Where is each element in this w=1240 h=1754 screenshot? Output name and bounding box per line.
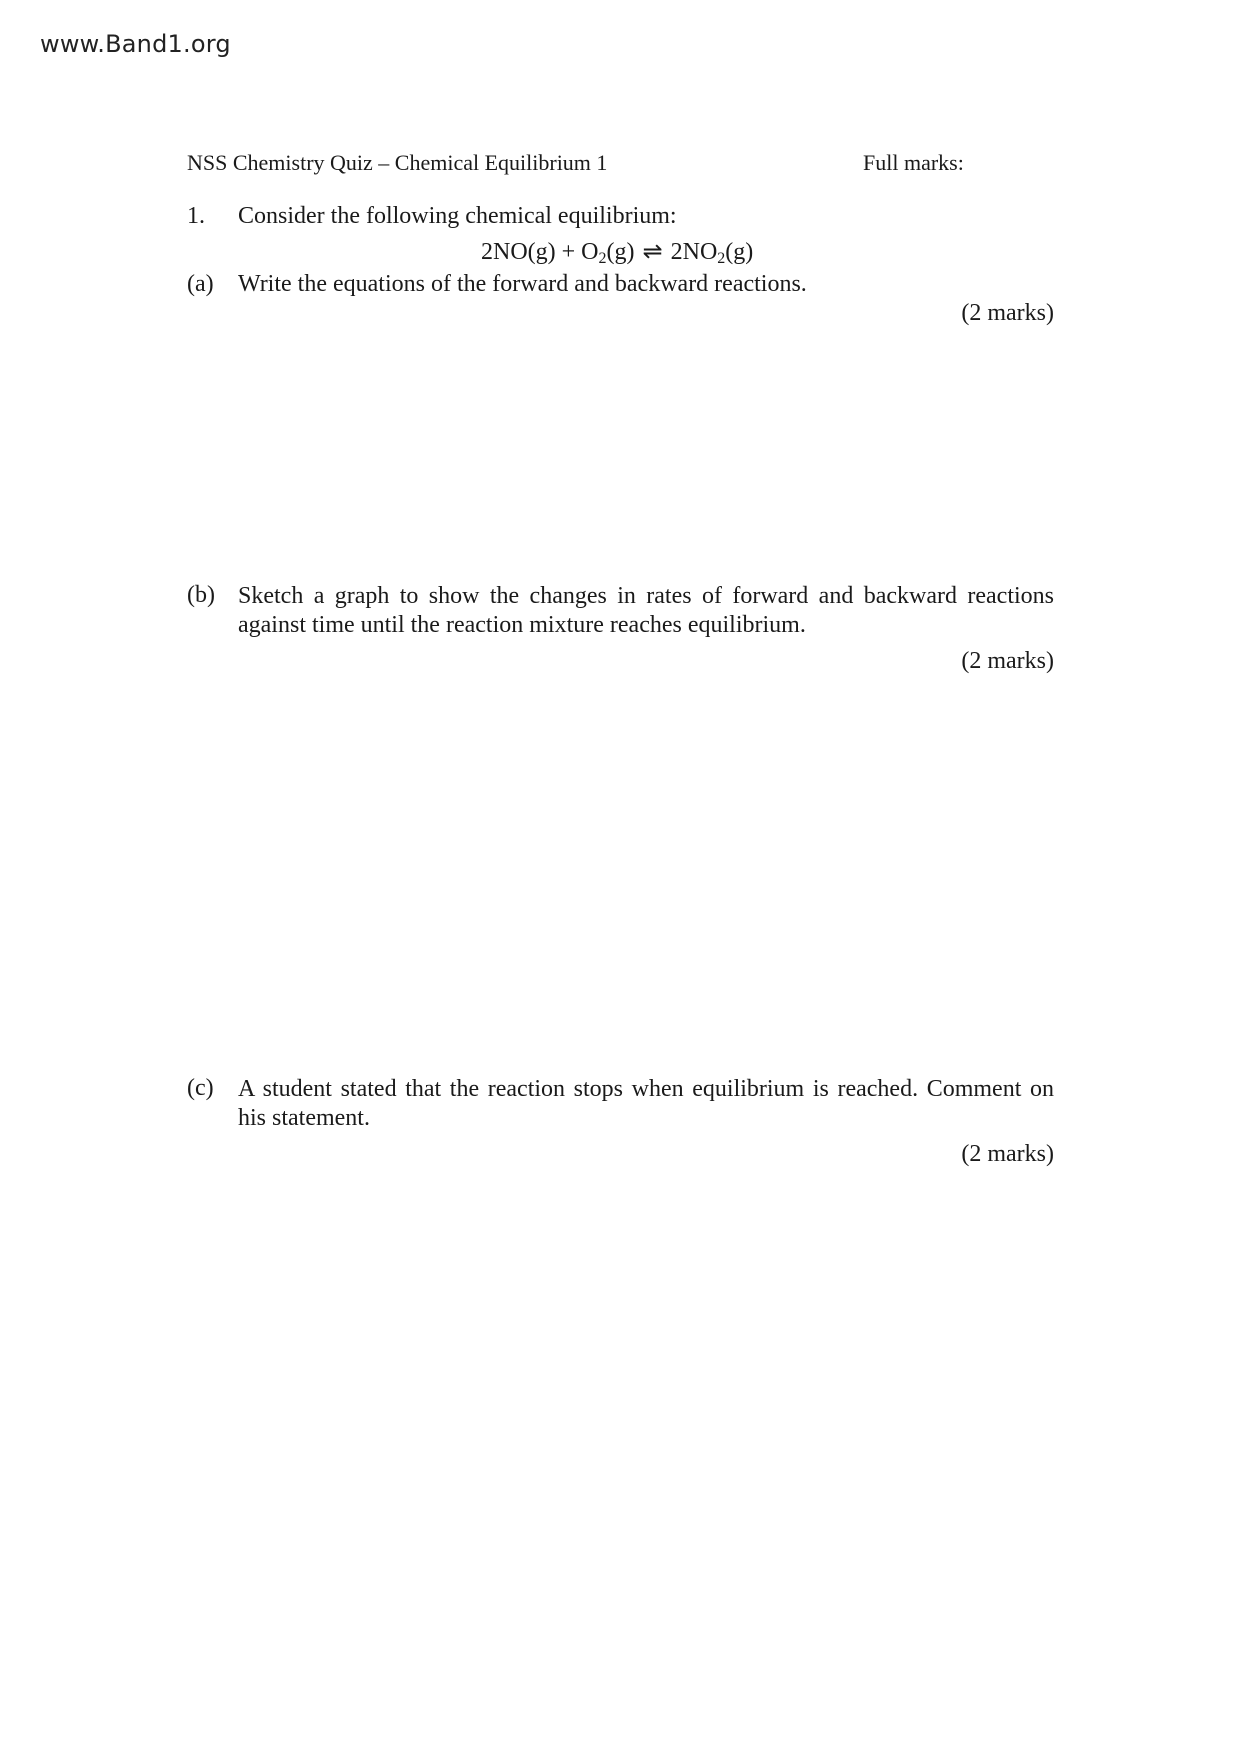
question-number: 1. (187, 203, 205, 229)
part-c-marks: (2 marks) (961, 1141, 1054, 1167)
equation-product-state: (g) (725, 239, 754, 265)
part-a-text: Write the equations of the forward and backward reactions. (238, 271, 807, 297)
watermark: www.Band1.org (40, 30, 231, 58)
equation-reactant-state: (g) (606, 239, 635, 265)
quiz-title: NSS Chemistry Quiz – Chemical Equilibrium 1 (187, 150, 608, 175)
part-a-marks: (2 marks) (961, 300, 1054, 326)
part-c-text: A student stated that the reaction stops when equilibrium is reached. Comment on his statement. (238, 1076, 1054, 1131)
equation-product: 2NO (670, 239, 718, 265)
equilibrium-arrow-icon: ⇌ (642, 239, 663, 265)
question-stem: Consider the following chemical equilibrium: (238, 203, 677, 229)
equation-reactants: 2NO(g) + O (481, 239, 599, 265)
part-b-text: Sketch a graph to show the changes in rates of forward and backward reactions against time until the reaction mixture reaches equilibrium. (238, 583, 1054, 638)
part-c-label: (c) (187, 1075, 214, 1101)
equation-subscript: 2 (717, 250, 726, 267)
part-b-marks: (2 marks) (961, 648, 1054, 674)
chemical-equation (481, 237, 753, 266)
part-a-label: (a) (187, 271, 214, 297)
equation-subscript: 2 (598, 250, 607, 267)
part-b-label: (b) (187, 582, 215, 608)
full-marks-label: Full marks: (863, 150, 964, 175)
